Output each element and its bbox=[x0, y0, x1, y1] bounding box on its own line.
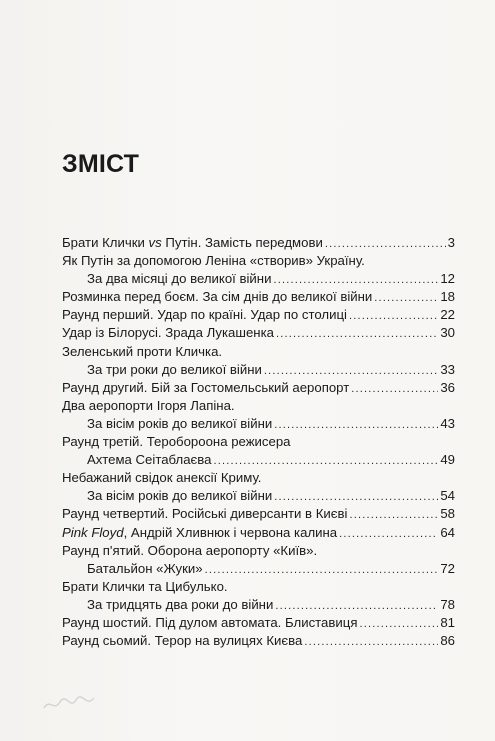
toc-entry-title bbox=[62, 306, 347, 324]
toc-page-number: 22 bbox=[440, 307, 455, 323]
contents-title: ЗМІСТ bbox=[62, 150, 140, 178]
toc-entry bbox=[62, 487, 455, 505]
toc-page-number: 64 bbox=[440, 524, 455, 540]
toc-entry-title-part: Зеленський проти Кличка. bbox=[62, 343, 223, 359]
toc-dot-leader bbox=[349, 307, 438, 325]
toc-entry bbox=[62, 614, 455, 632]
toc-entry-title-part: Удар із Білорусі. Зрада Лукашенка bbox=[62, 325, 274, 341]
toc-dot-leader bbox=[273, 271, 438, 289]
toc-entry bbox=[62, 596, 455, 614]
toc-entry bbox=[62, 397, 455, 415]
toc-dot-leader bbox=[325, 235, 446, 253]
toc-dot-leader bbox=[274, 416, 438, 434]
toc-entry-title bbox=[87, 451, 211, 469]
toc-entry bbox=[62, 306, 455, 324]
toc-entry-title bbox=[62, 324, 274, 342]
toc-page-number: 54 bbox=[440, 488, 455, 504]
toc-entry-title-part: Брати Клички bbox=[62, 235, 149, 250]
toc-entry-title bbox=[62, 470, 261, 485]
toc-entry-title-italic: Pink Floyd bbox=[62, 524, 124, 540]
toc-entry-title-part: Як Путін за допомогою Леніна «створив» Україну. bbox=[62, 253, 365, 269]
toc-entry-title-part: За вісім років до великої війни bbox=[87, 415, 273, 431]
toc-entry-title bbox=[62, 288, 372, 306]
toc-entry-title bbox=[87, 596, 273, 614]
toc-page-number: 78 bbox=[440, 596, 455, 612]
toc-entry-title-part: За тридцять два роки до війни bbox=[87, 596, 274, 612]
toc-page-number: 3 bbox=[447, 235, 455, 250]
toc-page-number: 12 bbox=[440, 271, 455, 287]
toc-entry bbox=[62, 234, 455, 252]
toc-entry bbox=[62, 524, 455, 542]
toc-page-number: 86 bbox=[440, 633, 455, 649]
toc-entry bbox=[62, 505, 455, 523]
toc-entry-title-part: Два аеропорти Ігоря Лапіна. bbox=[62, 397, 235, 413]
toc-entry-title bbox=[87, 270, 271, 288]
toc-dot-leader bbox=[339, 525, 438, 543]
toc-page-number: 72 bbox=[440, 560, 455, 576]
toc-entry-title bbox=[87, 560, 203, 578]
toc-entry-title-part: Розминка перед боєм. За сім днів до великої війни bbox=[62, 289, 373, 305]
toc-entry-title-italic: vs bbox=[148, 235, 162, 250]
toc-entry bbox=[62, 343, 455, 361]
toc-page-number: 49 bbox=[440, 452, 455, 468]
toc-entry-title bbox=[62, 344, 222, 359]
toc-entry-title-part: Раунд п'ятий. Оборона аеропорту «Київ». bbox=[62, 542, 318, 558]
toc-entry-title bbox=[62, 398, 235, 413]
toc-page-number: 36 bbox=[440, 379, 455, 395]
toc-entry-title-part: Раунд третій. Теробороона режисера bbox=[62, 434, 291, 450]
signature-mark bbox=[40, 686, 100, 716]
toc-entry bbox=[62, 379, 455, 397]
toc-entry bbox=[62, 469, 455, 487]
toc-dot-leader bbox=[213, 452, 438, 470]
toc-entry-title bbox=[62, 543, 317, 558]
toc-entry bbox=[62, 361, 455, 379]
toc-dot-leader bbox=[205, 561, 439, 579]
toc-entry-title-part: , Андрій Хливнюк і червона калина bbox=[123, 524, 338, 540]
toc-dot-leader bbox=[304, 633, 438, 651]
toc-entry bbox=[62, 578, 455, 596]
toc-entry bbox=[62, 560, 455, 578]
toc-entry-title-part: Раунд другий. Бій за Гостомельський аеропорт bbox=[62, 379, 350, 395]
toc-dot-leader bbox=[264, 362, 438, 380]
toc-entry bbox=[62, 252, 455, 270]
table-of-contents bbox=[62, 234, 455, 650]
toc-entry bbox=[62, 433, 455, 451]
toc-entry-title-part: Батальйон «Жуки» bbox=[87, 560, 203, 576]
toc-dot-leader bbox=[275, 597, 438, 615]
toc-entry bbox=[62, 415, 455, 433]
toc-page-number: 33 bbox=[440, 361, 455, 377]
toc-dot-leader bbox=[374, 289, 438, 307]
toc-entry-title-part: За три роки до великої війни bbox=[87, 361, 262, 377]
toc-entry-title bbox=[62, 579, 228, 594]
toc-entry-title bbox=[62, 614, 357, 632]
toc-entry-title-part: Раунд перший. Удар по країні. Удар по столиці bbox=[62, 307, 347, 323]
toc-entry-title bbox=[62, 434, 291, 449]
toc-entry-title-part: За два місяці до великої війни bbox=[87, 271, 272, 287]
toc-entry-title-part: Небажаний свідок анексії Криму. bbox=[62, 470, 262, 486]
toc-dot-leader bbox=[359, 615, 438, 633]
toc-entry-title bbox=[62, 379, 349, 397]
toc-entry-title-part: Ахтема Сеітаблаєва bbox=[87, 452, 212, 468]
toc-dot-leader bbox=[349, 506, 438, 524]
toc-page-number: 30 bbox=[440, 325, 455, 341]
toc-page-number: 58 bbox=[440, 506, 455, 522]
toc-entry bbox=[62, 542, 455, 560]
toc-dot-leader bbox=[276, 325, 438, 343]
toc-page-number: 81 bbox=[440, 614, 455, 630]
toc-entry-title-part: Раунд четвертий. Російські диверсанти в Києві bbox=[62, 506, 348, 522]
toc-page-number: 18 bbox=[440, 289, 455, 305]
toc-entry-title bbox=[62, 234, 323, 252]
toc-entry bbox=[62, 270, 455, 288]
toc-entry bbox=[62, 324, 455, 342]
toc-entry-title-part: Раунд сьомий. Терор на вулицях Києва bbox=[62, 633, 303, 649]
toc-entry-title-part: Брати Клички та Цибулько. bbox=[62, 578, 228, 594]
toc-entry-title-part: Путін. Замість передмови bbox=[161, 235, 323, 250]
toc-entry bbox=[62, 632, 455, 650]
toc-entry-title bbox=[87, 487, 272, 505]
toc-page-number: 43 bbox=[440, 415, 455, 431]
toc-entry bbox=[62, 451, 455, 469]
toc-entry-title bbox=[87, 415, 272, 433]
toc-entry-title-part: За вісім років до великої війни bbox=[87, 488, 273, 504]
toc-entry-title bbox=[62, 505, 347, 523]
toc-entry bbox=[62, 288, 455, 306]
toc-entry-title bbox=[87, 361, 262, 379]
toc-entry-title bbox=[62, 253, 365, 268]
toc-dot-leader bbox=[351, 380, 438, 398]
toc-entry-title bbox=[62, 524, 337, 542]
toc-entry-title-part: Раунд шостий. Під дулом автомата. Блиставиця bbox=[62, 614, 358, 630]
toc-dot-leader bbox=[274, 488, 438, 506]
toc-entry-title bbox=[62, 632, 302, 650]
